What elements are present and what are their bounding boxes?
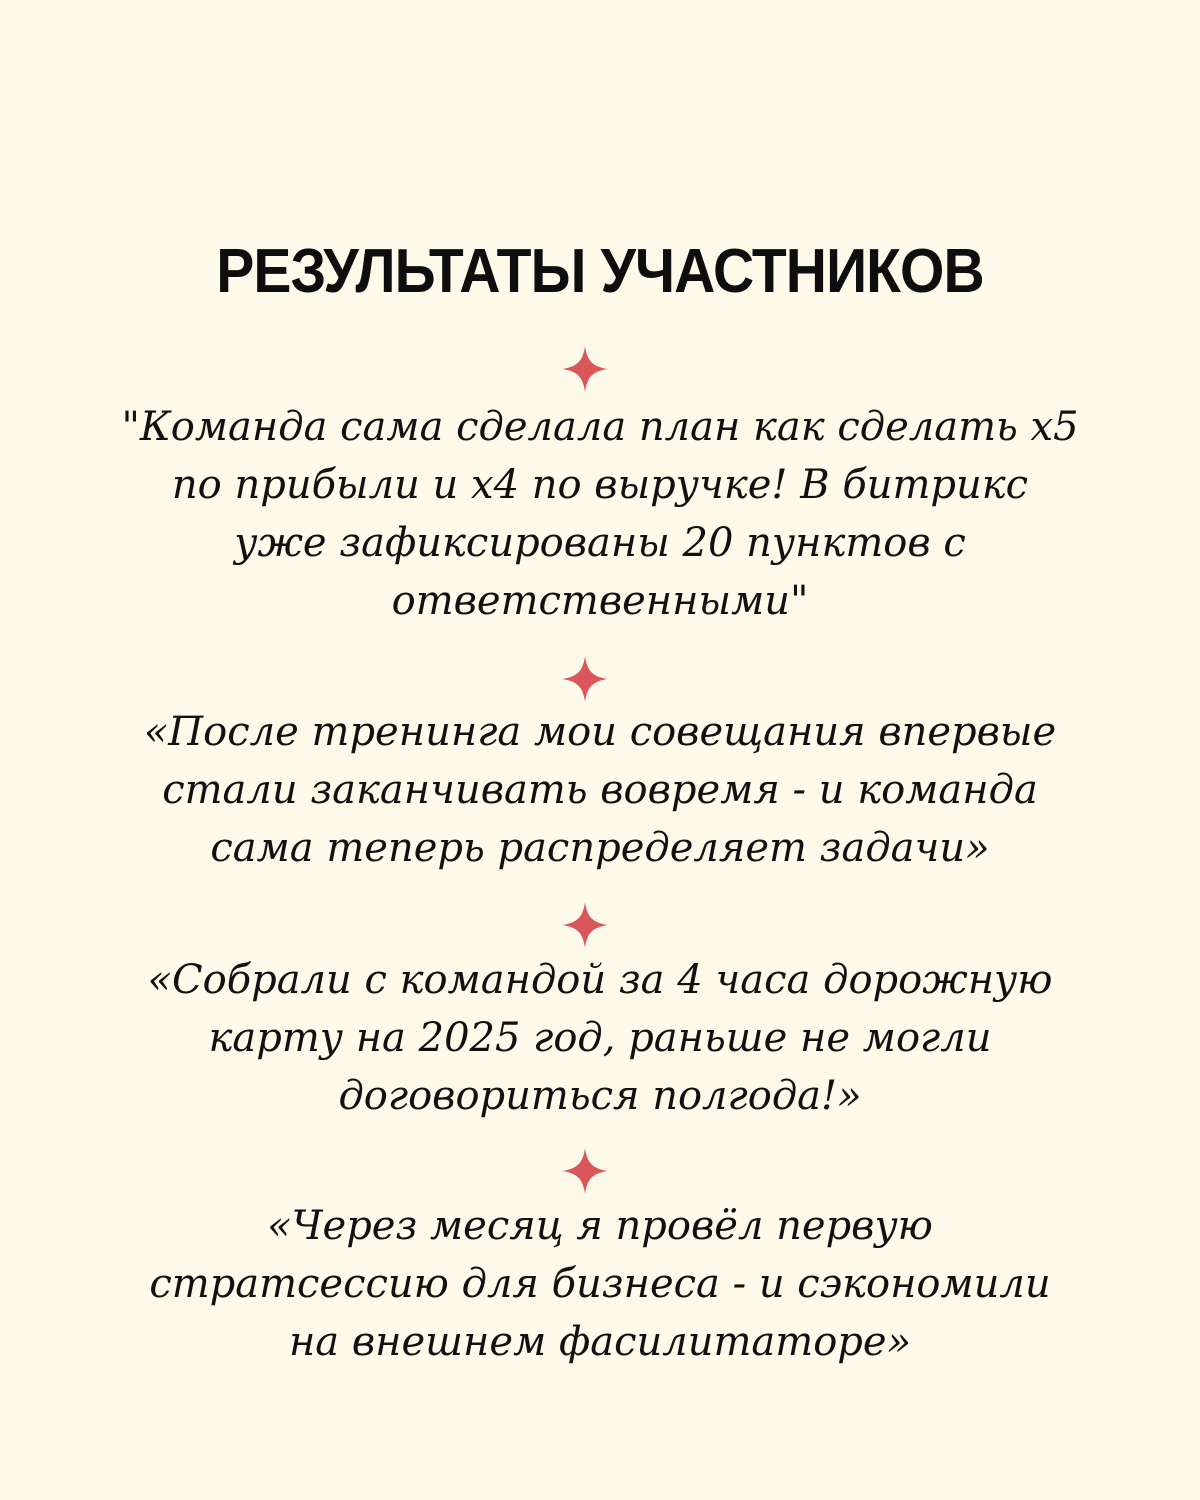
testimonial-quote: «После тренинга мои совещания впервые стали заканчивать вовремя - и команда сама теперь распределяет задачи» — [143, 709, 1057, 871]
four-point-star-icon — [560, 1146, 610, 1196]
testimonial-quote: «Через месяц я провёл первую стратсессию для бизнеса - и сэкономили на внешнем фасилитаторе» — [149, 1203, 1051, 1365]
page-title: РЕЗУЛЬТАТЫ УЧАСТНИКОВ — [216, 237, 984, 306]
four-point-star-icon — [560, 654, 610, 704]
four-point-star-icon — [560, 344, 610, 394]
four-point-star-icon — [560, 900, 610, 950]
testimonial-quote: «Собрали с командой за 4 часа дорожную карту на 2025 год, раньше не могли договориться полгода!» — [147, 957, 1053, 1119]
testimonial-quote: "Команда сама сделала план как сделать x5 по прибыли и x4 по выручке! В битрикс уже зафиксированы 20 пунктов с ответственными" — [121, 404, 1079, 624]
